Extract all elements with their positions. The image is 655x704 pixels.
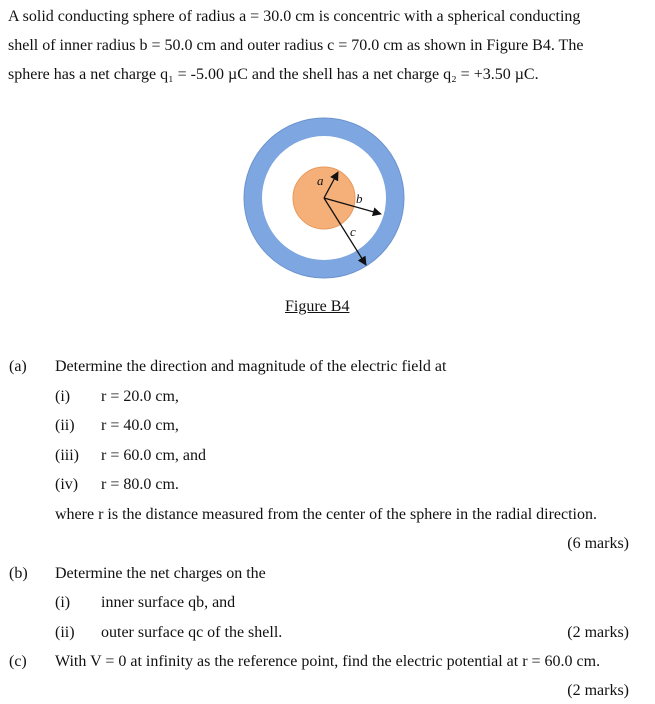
- figure-caption: Figure B4: [285, 298, 350, 315]
- item-number: (i): [55, 594, 71, 611]
- part-a-item-i: [0, 388, 640, 410]
- part-c-row: [0, 653, 640, 675]
- item-text: r = 60.0 cm, and: [101, 447, 206, 464]
- item-text: r = 20.0 cm,: [101, 388, 179, 405]
- part-c-label: (c): [9, 653, 27, 670]
- item-number: (iv): [55, 476, 79, 493]
- part-c-text: With V = 0 at infinity as the reference point, find the electric potential at r = 60.0 cm.: [55, 653, 601, 670]
- intro-line-2: shell of inner radius b = 50.0 cm and outer radius c = 70.0 cm as shown in Figure B4. The: [8, 37, 584, 54]
- item-text: inner surface qb, and: [101, 594, 236, 611]
- part-c-marks-row: [0, 682, 640, 704]
- label-a: a: [317, 173, 324, 188]
- intro-line-1: A solid conducting sphere of radius a = 30.0 cm is concentric with a spherical conducting: [8, 8, 581, 25]
- item-text: r = 40.0 cm,: [101, 417, 179, 434]
- item-number: (ii): [55, 417, 75, 434]
- item-text: r = 80.0 cm.: [101, 476, 179, 493]
- item-text: outer surface qc of the shell.: [101, 624, 283, 641]
- part-b-item-i: [0, 594, 640, 616]
- note-text: where r is the distance measured from the center of the sphere in the radial direction.: [55, 506, 597, 523]
- part-a-text: Determine the direction and magnitude of the electric field at: [55, 358, 447, 375]
- part-b-text: Determine the net charges on the: [55, 565, 266, 582]
- figure-b4-diagram: [240, 112, 410, 282]
- part-a-label: (a): [9, 358, 27, 375]
- part-b-label: (b): [9, 565, 28, 582]
- label-c: c: [350, 224, 356, 239]
- part-c-marks: (2 marks): [567, 682, 629, 699]
- part-a-item-iii: [0, 447, 640, 469]
- intro-line-3: sphere has a net charge q₁ = -5.00 µC and the shell has a net charge q₂ = +3.50 µC.: [8, 66, 539, 83]
- part-a-marks-row: [0, 535, 640, 557]
- item-number: (i): [55, 388, 71, 405]
- item-number: (ii): [55, 624, 75, 641]
- problem-intro: [8, 2, 632, 89]
- part-b-item-ii: [0, 624, 640, 646]
- part-a-item-iv: [0, 476, 640, 498]
- label-b: b: [356, 191, 363, 206]
- part-a-marks: (6 marks): [567, 535, 629, 552]
- part-b-marks: (2 marks): [567, 624, 629, 641]
- part-a-row: [0, 358, 640, 380]
- part-b-row: [0, 565, 640, 587]
- part-a-note: [0, 506, 640, 528]
- item-number: (iii): [55, 447, 79, 464]
- part-a-item-ii: [0, 417, 640, 439]
